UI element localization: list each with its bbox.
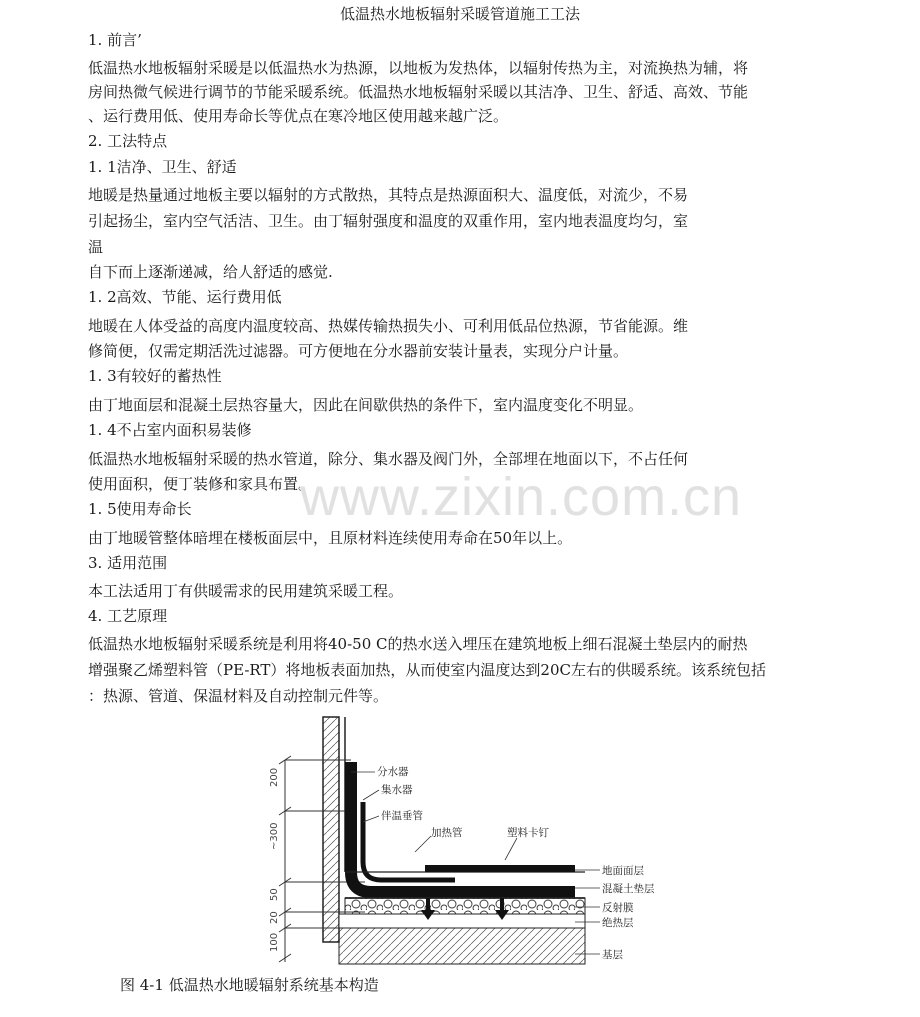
paragraph-line: 房间热微气候进行调节的节能采暖系统。低温热水地板辐射采暖以其洁净、卫生、舒适、高效、节能 xyxy=(88,83,749,101)
label-manifold-return: 集水器 xyxy=(381,784,413,796)
document-title: 低温热水地板辐射采暖管道施工工法 xyxy=(339,5,580,23)
paragraph-line: 温 xyxy=(88,238,104,256)
label-manifold-supply: 分水器 xyxy=(377,766,409,778)
label-riser-pipe: 伴温垂管 xyxy=(381,810,423,822)
subsection-heading: 1. 4不占室内面积易装修 xyxy=(88,421,252,439)
dimension-label: 50 xyxy=(269,888,280,901)
subsection-heading: 1. 5使用寿命长 xyxy=(88,500,192,518)
paragraph-line: ：热源、管道、保温材料及自动控制元件等。 xyxy=(88,687,389,705)
dimension-label: 20 xyxy=(269,911,280,924)
paragraph-line: 由丁地暖管整体暗埋在楼板面层中，且原材料连续使用寿命在50年以上。 xyxy=(88,529,573,547)
label-base-layer: 基层 xyxy=(602,949,623,961)
section-heading: 2. 工法特点 xyxy=(88,132,168,150)
paragraph-line: 、运行费用低、使用寿命长等优点在寒冷地区使用越来越广泛。 xyxy=(88,107,509,125)
subsection-heading: 1. 2高效、节能、运行费用低 xyxy=(88,288,282,306)
subsection-heading: 1. 1洁净、卫生、舒适 xyxy=(88,158,237,176)
paragraph-line: 使用面积，便丁装修和家具布置。 xyxy=(88,475,314,493)
wall xyxy=(323,717,345,942)
watermark: www.zixin.com.cn xyxy=(300,467,743,527)
paragraph-line: 引起扬尘，室内空气活洁、卫生。由丁辐射强度和温度的双重作用，室内地表温度均匀，室 xyxy=(88,212,689,230)
dimension-label: 200 xyxy=(269,767,280,787)
paragraph-line: 修简便，仅需定期活洗过滤器。可方便地在分水器前安装计量表，实现分户计量。 xyxy=(88,342,629,360)
label-reflective-film: 反射膜 xyxy=(602,902,634,914)
paragraph-line: 地暖是热量通过地板主要以辐射的方式散热，其特点是热源面积大、温度低，对流少，不易 xyxy=(88,186,689,204)
label-insulation-layer: 绝热层 xyxy=(602,917,634,929)
label-plastic-clip: 塑料卡钉 xyxy=(507,827,549,839)
paragraph-line: 地暖在人体受益的高度内温度较高、热媒传输热损失小、可利用低品位热源，节省能源。维 xyxy=(88,317,689,335)
dimension-label: ~300 xyxy=(269,822,280,850)
figure-caption: 图 4-1 低温热水地暖辐射系统基本构造 xyxy=(120,976,379,994)
paragraph-line: 由丁地面层和混凝土层热容量大，因此在间歇供热的条件下，室内温度变化不明显。 xyxy=(88,396,644,414)
floor-heating-diagram xyxy=(255,712,655,974)
section-heading: 3. 适用范围 xyxy=(88,554,168,572)
section-heading: 1. 前言’ xyxy=(88,31,142,49)
subsection-heading: 1. 3有较好的蓄热性 xyxy=(88,367,222,385)
paragraph-line: 低温热水地板辐射采暖系统是利用将40-50 C的热水送入埋压在建筑地板上细石混凝土垫层内的耐热 xyxy=(88,635,748,653)
paragraph-line: 低温热水地板辐射采暖是以低温热水为热源，以地板为发热体，以辐射传热为主，对流换热为辅，将 xyxy=(88,59,749,77)
label-concrete-layer: 混凝土垫层 xyxy=(602,883,655,895)
paragraph-line: 低温热水地板辐射采暖的热水管道，除分、集水器及阀门外，全部埋在地面以下，不占任何 xyxy=(88,450,689,468)
paragraph-line: 增强聚乙烯塑料管（PE-RT）将地板表面加热，从而使室内温度达到20C左右的供暖系统。该系统包括 xyxy=(88,661,766,679)
dimension-label: 100 xyxy=(269,932,280,952)
label-heating-pipe: 加热管 xyxy=(431,827,463,839)
section-heading: 4. 工艺原理 xyxy=(88,607,168,625)
paragraph-line: 本工法适用丁有供暖需求的民用建筑采暖工程。 xyxy=(88,582,404,600)
label-floor-surface: 地面面层 xyxy=(602,865,644,877)
paragraph-line: 自下而上逐渐递减，给人舒适的感觉. xyxy=(88,263,333,281)
